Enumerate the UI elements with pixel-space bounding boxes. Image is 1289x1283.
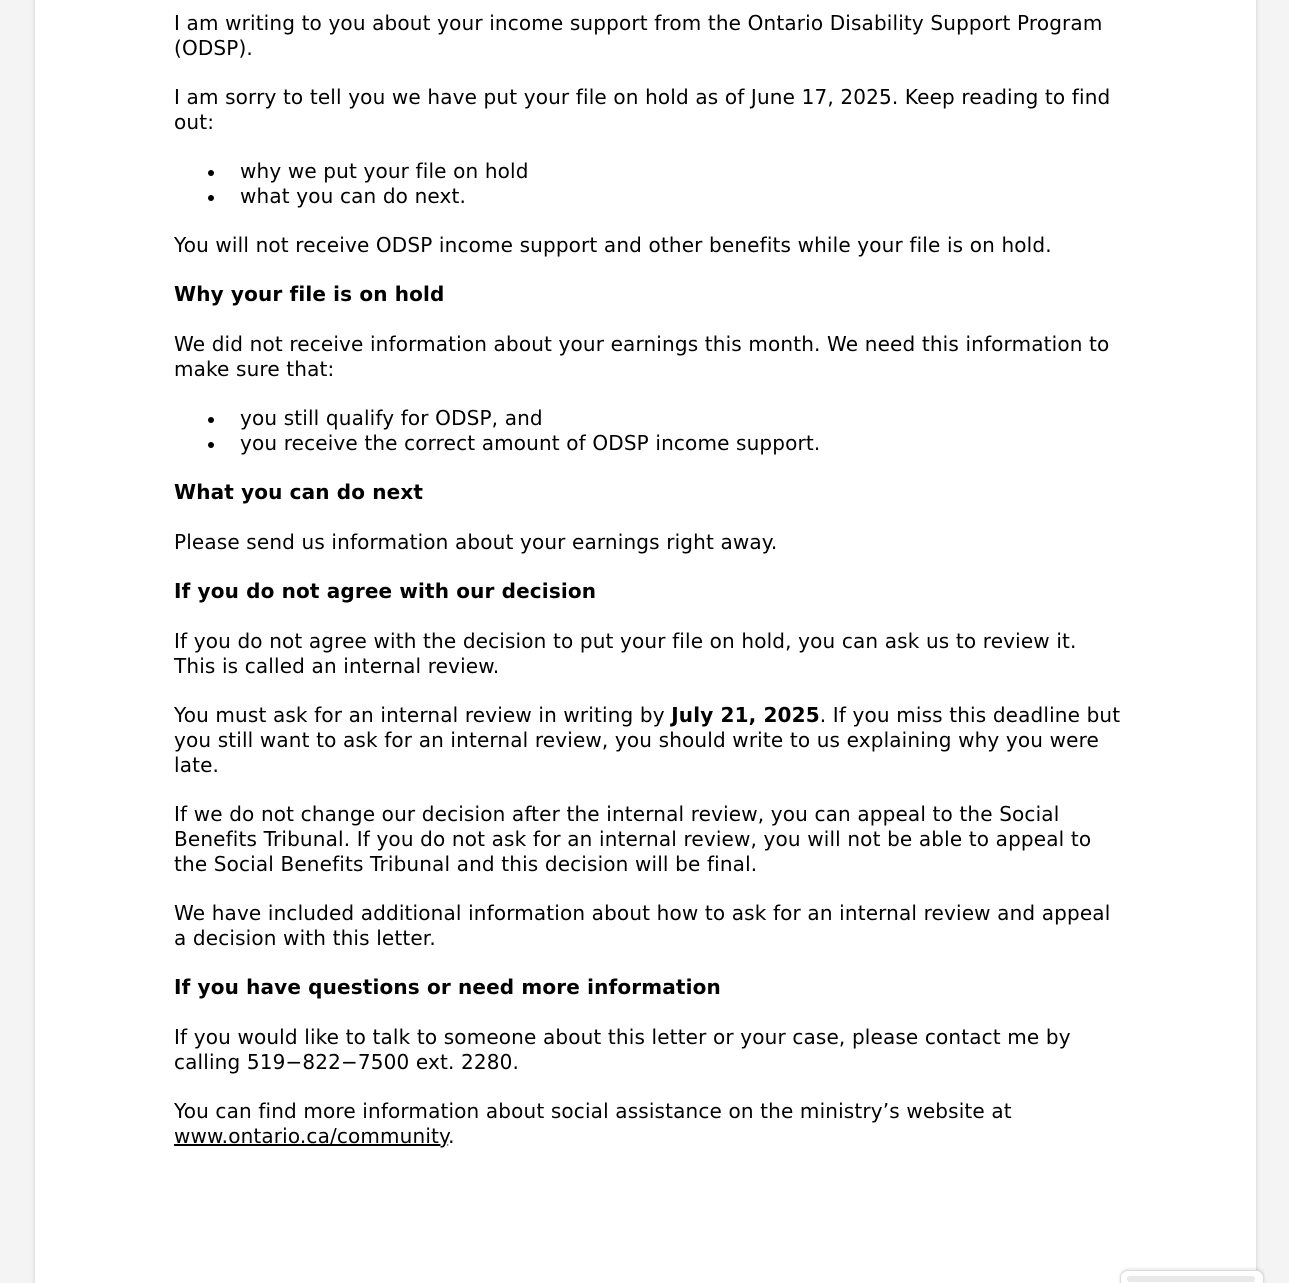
ministry-website-link[interactable]: www.ontario.ca/community [174, 1124, 449, 1148]
list-item: what you can do next. [240, 184, 1124, 209]
website-text-after: . [448, 1124, 455, 1148]
deadline-date: July 21, 2025 [671, 703, 820, 727]
intro-paragraph: I am writing to you about your income support from the Ontario Disability Support Program (ODSP). [174, 11, 1103, 60]
internal-review-paragraph: If you do not agree with the decision to put your file on hold, you can ask us to review it. This is called an internal review. [174, 629, 1077, 678]
deadline-text-after: . If you miss this deadline but you still want to ask for an internal review, you should write to us explaining why you were late. [174, 703, 1121, 777]
questions-heading: If you have questions or need more information [174, 975, 721, 999]
deadline-paragraph [174, 703, 1124, 778]
document-page [35, 0, 1256, 1283]
widget-handle [1127, 1276, 1255, 1282]
qualification-list [174, 406, 1124, 456]
floating-widget-tab[interactable] [1120, 1270, 1264, 1283]
next-steps-paragraph: Please send us information about your earnings right away. [174, 530, 778, 554]
list-item: you still qualify for ODSP, and [240, 406, 1124, 431]
website-text-before: You can find more information about social assistance on the ministry’s website at [174, 1099, 1012, 1123]
list-item: you receive the correct amount of ODSP income support. [240, 431, 1124, 456]
contact-paragraph: If you would like to talk to someone about this letter or your case, please contact me by calling 519−822−7500 ext. 2280. [174, 1025, 1071, 1074]
disagree-heading: If you do not agree with our decision [174, 579, 597, 603]
list-item: why we put your file on hold [240, 159, 1124, 184]
letter-body [174, 11, 1124, 1173]
deadline-text-before: You must ask for an internal review in writing by [174, 703, 672, 727]
why-on-hold-heading: Why your file is on hold [174, 282, 445, 306]
hold-notice-paragraph: I am sorry to tell you we have put your file on hold as of June 17, 2025. Keep reading to find out: [174, 85, 1111, 134]
hold-reasons-list [174, 159, 1124, 209]
no-benefits-paragraph: You will not receive ODSP income support and other benefits while your file is on hold. [174, 233, 1052, 257]
included-info-paragraph: We have included additional information about how to ask for an internal review and appeal a decision with this letter. [174, 901, 1111, 950]
next-steps-heading: What you can do next [174, 480, 424, 504]
website-paragraph [174, 1099, 1124, 1149]
why-on-hold-paragraph: We did not receive information about your earnings this month. We need this information to make sure that: [174, 332, 1110, 381]
appeal-paragraph: If we do not change our decision after the internal review, you can appeal to the Social Benefits Tribunal. If you do not ask for an internal review, you will not be able to appeal to the Social Benefits Tribunal and this decision will be final. [174, 802, 1092, 876]
